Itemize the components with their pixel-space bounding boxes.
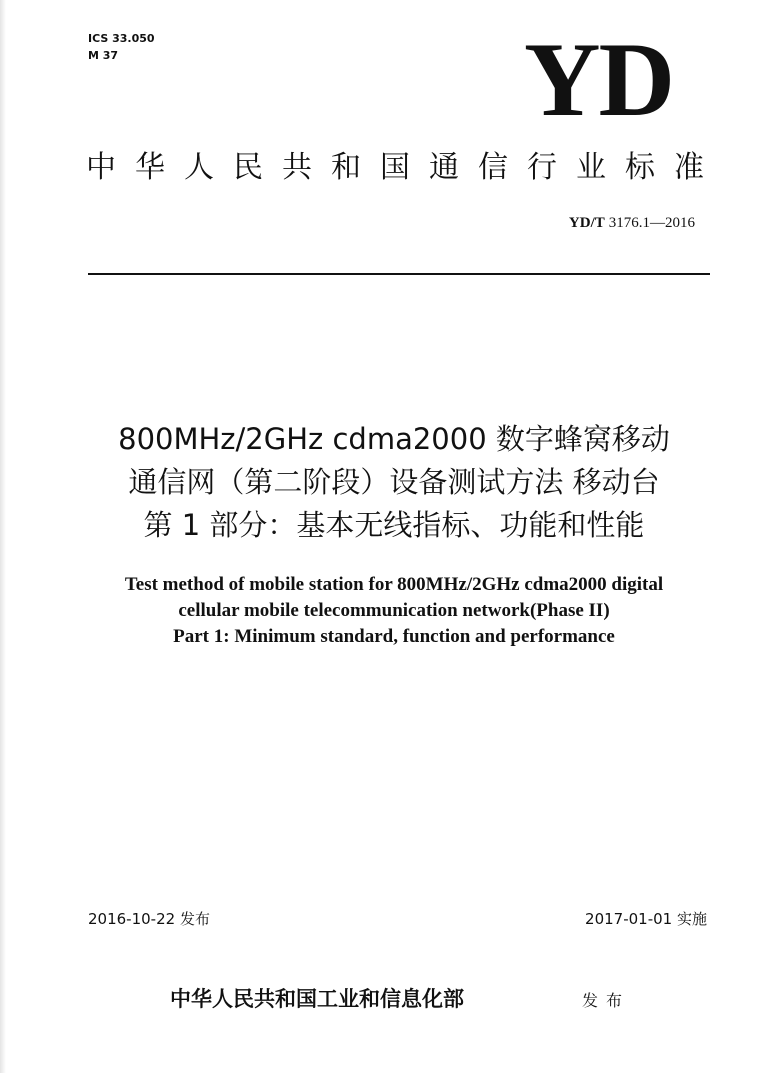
english-title	[60, 572, 728, 650]
chinese-title	[60, 418, 728, 547]
english-title-line: cellular mobile telecommunication network(Phase II)	[178, 600, 610, 621]
industry-standard-heading: 中华人民共和国通信行业标准	[86, 150, 723, 185]
page-edge-shadow	[0, 0, 6, 1073]
standard-code: YD/T	[568, 215, 605, 231]
standard-serial: 3176.1—2016	[608, 215, 695, 231]
publisher-name: 中华人民共和国工业和信息化部	[170, 986, 464, 1011]
ics-code: ICS 33.050	[88, 32, 155, 45]
chinese-title-line: 第 1 部分：基本无线指标、功能和性能	[143, 508, 645, 542]
ccs-code: M 37	[88, 49, 119, 62]
chinese-title-line: 通信网（第二阶段）设备测试方法 移动台	[128, 465, 660, 499]
yd-logo: YD	[524, 21, 674, 138]
standard-number	[500, 213, 695, 233]
implementation-date: 2017-01-01 实施	[585, 910, 707, 928]
classification-block	[88, 30, 155, 64]
chinese-title-line: 800MHz/2GHz cdma2000 数字蜂窝移动	[118, 422, 670, 456]
english-title-line: Part 1: Minimum standard, function and performance	[173, 626, 615, 647]
publish-label: 发布	[582, 991, 631, 1010]
issue-date: 2016-10-22 发布	[88, 910, 210, 928]
english-title-line: Test method of mobile station for 800MHz/2GHz cdma2000 digital	[124, 574, 664, 595]
header-divider	[88, 273, 710, 275]
